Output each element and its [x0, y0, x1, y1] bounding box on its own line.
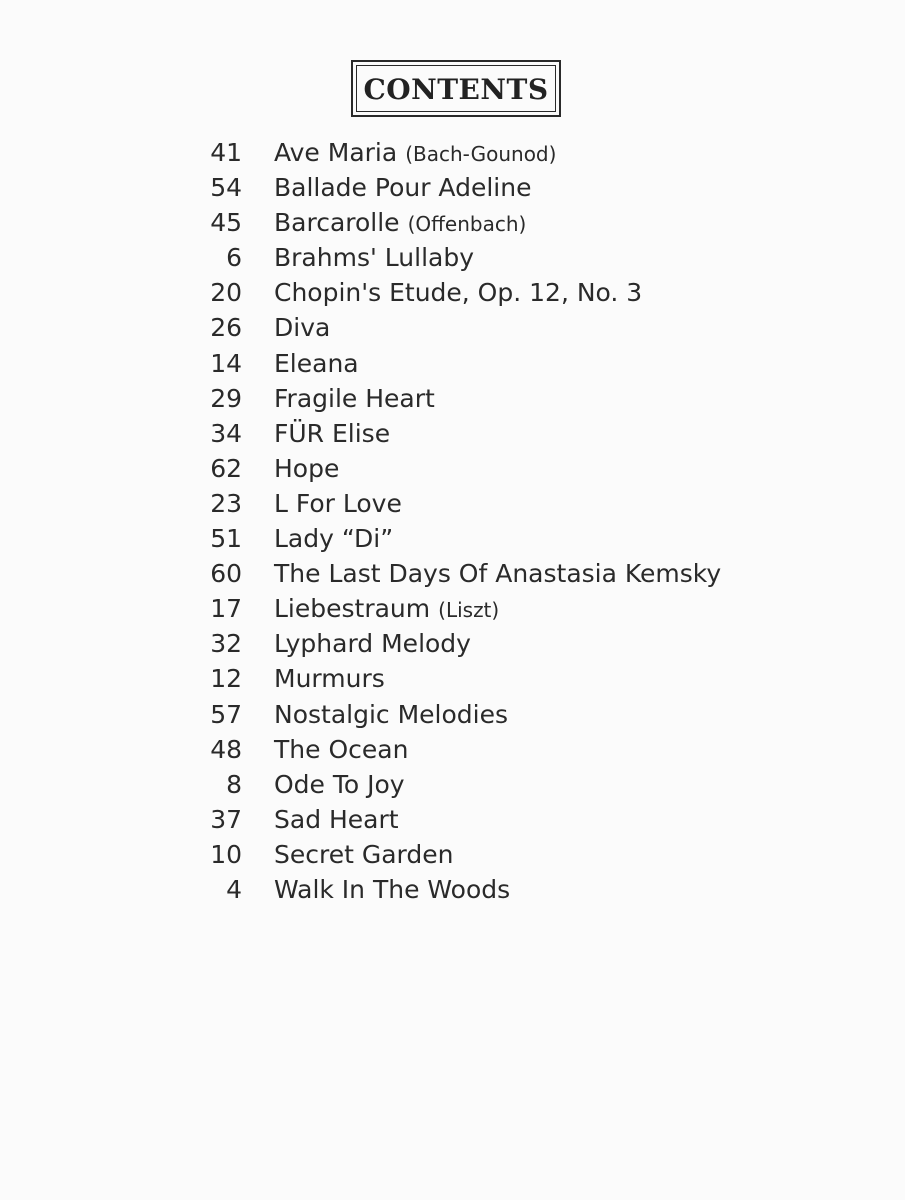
toc-piece-title: Murmurs [274, 664, 385, 694]
toc-piece-title: Ave Maria [274, 138, 398, 167]
toc-composer-note: (Offenbach) [407, 212, 527, 237]
toc-page-number: 51 [210, 524, 242, 554]
toc-piece-title: Nostalgic Melodies [274, 699, 509, 729]
toc-page-number: 32 [210, 629, 242, 659]
toc-composer-note: (Bach-Gounod) [405, 142, 557, 166]
toc-piece-title: Eleana [274, 348, 359, 378]
toc-page-number: 26 [210, 313, 242, 343]
toc-page-number: 60 [210, 559, 242, 589]
toc-entry [180, 138, 820, 173]
toc-page-number: 45 [210, 208, 242, 238]
toc-piece-title: Barcarolle [274, 208, 400, 238]
toc-entry [180, 664, 820, 699]
toc-entry [180, 735, 820, 770]
toc-piece-title: Fragile Heart [274, 383, 435, 413]
toc-page-number: 34 [210, 418, 242, 448]
toc-entry [180, 805, 820, 840]
toc-piece-title: Hope [274, 453, 340, 483]
toc-entry [180, 313, 820, 348]
toc-entry [180, 559, 820, 594]
toc-entry [180, 384, 820, 419]
toc-page-number: 37 [210, 804, 242, 834]
toc-entry [180, 875, 820, 910]
toc-entry [180, 243, 820, 278]
toc-page-number: 14 [210, 348, 242, 378]
toc-page-number: 41 [210, 138, 242, 167]
toc-piece-title: The Last Days Of Anastasia Kemsky [274, 559, 722, 589]
toc-piece-title: Ode To Joy [274, 769, 405, 799]
toc-entry [180, 770, 820, 805]
toc-entry [180, 278, 820, 313]
toc-entry [180, 208, 820, 243]
toc-piece-title: Sad Heart [274, 804, 399, 834]
toc-entry [180, 840, 820, 875]
toc-piece-title: The Ocean [274, 734, 409, 764]
toc-page-number: 20 [210, 278, 242, 308]
toc-page-number: 62 [210, 453, 242, 483]
toc-page-number: 29 [210, 383, 242, 413]
toc-entry [180, 489, 820, 524]
toc-entry [180, 419, 820, 454]
toc-page-number: 48 [210, 734, 242, 764]
toc-piece-title: Liebestraum [274, 594, 431, 624]
toc-entry [180, 349, 820, 384]
toc-entry [180, 629, 820, 664]
toc-piece-title: L For Love [274, 488, 402, 518]
table-of-contents [180, 138, 820, 910]
toc-composer-note: (Liszt) [438, 598, 500, 623]
page-title: CONTENTS [363, 72, 549, 106]
toc-piece-title: Brahms' Lullaby [274, 243, 474, 273]
toc-page-number: 8 [226, 769, 242, 799]
toc-entry [180, 700, 820, 735]
toc-piece-title: Diva [274, 313, 331, 343]
toc-piece-title: FÜR Elise [274, 418, 391, 448]
contents-title-inner-frame [356, 65, 556, 112]
toc-page-number: 10 [210, 839, 242, 869]
toc-piece-title: Chopin's Etude, Op. 12, No. 3 [274, 278, 643, 308]
toc-page-number: 17 [210, 594, 242, 624]
toc-piece-title: Ballade Pour Adeline [274, 173, 532, 203]
toc-entry [180, 454, 820, 489]
toc-piece-title: Secret Garden [274, 839, 454, 869]
toc-page-number: 23 [210, 488, 242, 518]
toc-entry [180, 594, 820, 629]
toc-page-number: 54 [210, 173, 242, 203]
toc-entry [180, 524, 820, 559]
toc-piece-title: Walk In The Woods [274, 874, 511, 904]
toc-piece-title: Lyphard Melody [274, 629, 471, 659]
toc-page-number: 57 [210, 699, 242, 729]
toc-page-number: 6 [226, 243, 242, 273]
toc-page-number: 12 [210, 664, 242, 694]
toc-entry [180, 173, 820, 208]
contents-title-box [351, 60, 561, 117]
toc-piece-title: Lady “Di” [274, 524, 394, 554]
toc-page-number: 4 [226, 874, 242, 904]
